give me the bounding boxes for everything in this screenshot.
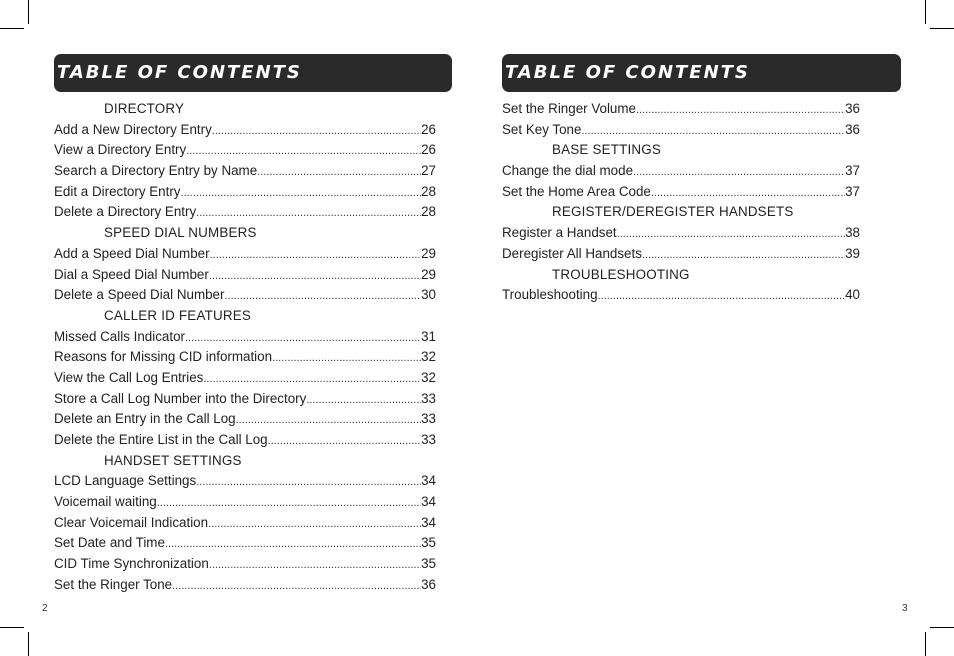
dot-leader [236, 410, 421, 431]
dot-leader [268, 431, 421, 452]
toc-section-heading [54, 306, 436, 327]
entry-page-number: 38 [845, 225, 860, 241]
dot-leader [209, 266, 421, 287]
entry-page-number: 36 [845, 121, 860, 137]
dot-leader [209, 555, 421, 576]
toc-entry [502, 244, 860, 265]
toc-entry [54, 161, 436, 182]
toc-section-heading [54, 223, 436, 244]
entry-page-number: 28 [421, 183, 436, 199]
dot-leader [196, 472, 421, 493]
dot-leader [224, 286, 421, 307]
toc-entry [54, 244, 436, 265]
section-label: HANDSET SETTINGS [104, 452, 242, 468]
entry-label: CID Time Synchronization [54, 556, 209, 572]
entry-label: Delete an Entry in the Call Log [54, 411, 236, 427]
toc-list [502, 99, 860, 306]
entry-label: Set the Ringer Tone [54, 576, 173, 592]
toc-heading-banner [502, 54, 901, 92]
entry-page-number: 40 [845, 287, 860, 303]
dot-leader [196, 203, 421, 224]
toc-entry [502, 120, 860, 141]
toc-entry [54, 140, 436, 161]
dot-leader [172, 576, 421, 597]
entry-page-number: 36 [845, 101, 860, 116]
toc-entry [54, 471, 436, 492]
entry-label: Store a Call Log Number into the Directory [54, 390, 307, 406]
entry-label: Set the Ringer Volume [502, 101, 636, 116]
dot-leader [165, 534, 421, 555]
entry-label: Dial a Speed Dial Number [54, 266, 209, 282]
entry-label: Set Date and Time [54, 535, 165, 551]
toc-entry [502, 99, 860, 120]
dot-leader [181, 183, 422, 204]
entry-page-number: 29 [421, 245, 436, 261]
dot-leader [157, 493, 421, 514]
entry-label: Voicemail waiting [54, 494, 157, 510]
entry-label: Deregister All Handsets [502, 245, 642, 261]
entry-page-number: 34 [421, 514, 436, 530]
toc-entry [54, 492, 436, 513]
toc-list [54, 99, 436, 596]
entry-label: Edit a Directory Entry [54, 183, 181, 199]
entry-label: Register a Handset [502, 225, 617, 241]
entry-page-number: 39 [845, 245, 860, 261]
toc-entry [54, 575, 436, 596]
entry-page-number: 35 [421, 535, 436, 551]
toc-entry [54, 554, 436, 575]
dot-leader [203, 369, 421, 390]
entry-label: Reasons for Missing CID information [54, 349, 273, 365]
entry-page-number: 30 [421, 287, 436, 303]
toc-entry [502, 223, 860, 244]
page-number: 2 [42, 603, 48, 614]
entry-page-number: 32 [421, 349, 436, 365]
toc-section-heading [54, 451, 436, 472]
entry-label: Set the Home Area Code [502, 183, 651, 199]
entry-label: View a Directory Entry [54, 142, 187, 158]
entry-label: LCD Language Settings [54, 473, 197, 489]
dot-leader [208, 514, 421, 535]
toc-entry [54, 513, 436, 534]
entry-label: Delete a Directory Entry [54, 204, 197, 220]
entry-page-number: 26 [421, 121, 436, 137]
toc-section-heading [502, 202, 860, 223]
toc-entry [54, 368, 436, 389]
entry-label: Set Key Tone [502, 121, 582, 137]
entry-label: Add a New Directory Entry [54, 121, 212, 137]
toc-entry [54, 182, 436, 203]
toc-entry [54, 389, 436, 410]
entry-page-number: 33 [421, 411, 436, 427]
entry-label: Delete the Entire List in the Call Log [54, 432, 268, 447]
section-label: BASE SETTINGS [552, 142, 662, 158]
dot-leader [598, 286, 846, 307]
dot-leader [272, 348, 421, 369]
entry-page-number: 31 [421, 328, 436, 344]
right-page [477, 0, 954, 656]
entry-page-number: 37 [845, 183, 860, 199]
entry-page-number: 29 [421, 266, 436, 282]
entry-label: Troubleshooting [502, 287, 598, 303]
section-label: CALLER ID FEATURES [104, 307, 251, 323]
toc-entry [502, 161, 860, 182]
dot-leader [210, 245, 422, 266]
dot-leader [636, 100, 845, 121]
entry-label: Missed Calls Indicator [54, 328, 185, 344]
dot-leader [651, 183, 845, 204]
toc-section-heading [54, 99, 436, 120]
toc-entry [54, 533, 436, 554]
toc-entry [54, 430, 436, 451]
entry-page-number: 34 [421, 494, 436, 510]
toc-entry [502, 285, 860, 306]
entry-label: Search a Directory Entry by Name [54, 163, 258, 179]
entry-label: Clear Voicemail Indication [54, 514, 209, 530]
dot-leader [617, 224, 845, 245]
dot-leader [257, 162, 421, 183]
entry-page-number: 33 [421, 432, 436, 447]
toc-entry [54, 327, 436, 348]
entry-label: Add a Speed Dial Number [54, 245, 210, 261]
entry-label: Delete a Speed Dial Number [54, 287, 225, 303]
entry-page-number: 27 [421, 163, 436, 179]
toc-section-heading [502, 140, 860, 161]
entry-page-number: 33 [421, 390, 436, 406]
dot-leader [642, 245, 845, 266]
page-number: 3 [902, 603, 908, 614]
toc-section-heading [502, 265, 860, 286]
section-label: DIRECTORY [104, 101, 185, 116]
toc-entry [54, 120, 436, 141]
entry-label: Change the dial mode [502, 163, 634, 179]
section-label: SPEED DIAL NUMBERS [104, 225, 257, 241]
toc-entry [54, 285, 436, 306]
entry-page-number: 26 [421, 142, 436, 158]
dot-leader [212, 121, 421, 142]
dot-leader [633, 162, 845, 183]
section-label: REGISTER/DEREGISTER HANDSETS [552, 204, 794, 220]
toc-heading: TABLE OF CONTENTS [57, 62, 302, 83]
dot-leader [306, 390, 421, 411]
toc-entry [54, 265, 436, 286]
toc-entry [54, 202, 436, 223]
dot-leader [186, 141, 421, 162]
entry-page-number: 35 [421, 556, 436, 572]
entry-page-number: 37 [845, 163, 860, 179]
entry-page-number: 28 [421, 204, 436, 220]
entry-page-number: 36 [421, 576, 436, 592]
entry-page-number: 32 [421, 369, 436, 385]
toc-entry [54, 347, 436, 368]
entry-label: View the Call Log Entries [54, 369, 204, 385]
section-label: TROUBLESHOOTING [552, 266, 690, 282]
entry-page-number: 34 [421, 473, 436, 489]
dot-leader [185, 328, 421, 349]
toc-heading-banner [54, 54, 452, 92]
dot-leader [581, 121, 845, 142]
toc-entry [54, 409, 436, 430]
toc-heading: TABLE OF CONTENTS [505, 62, 750, 83]
toc-entry [502, 182, 860, 203]
